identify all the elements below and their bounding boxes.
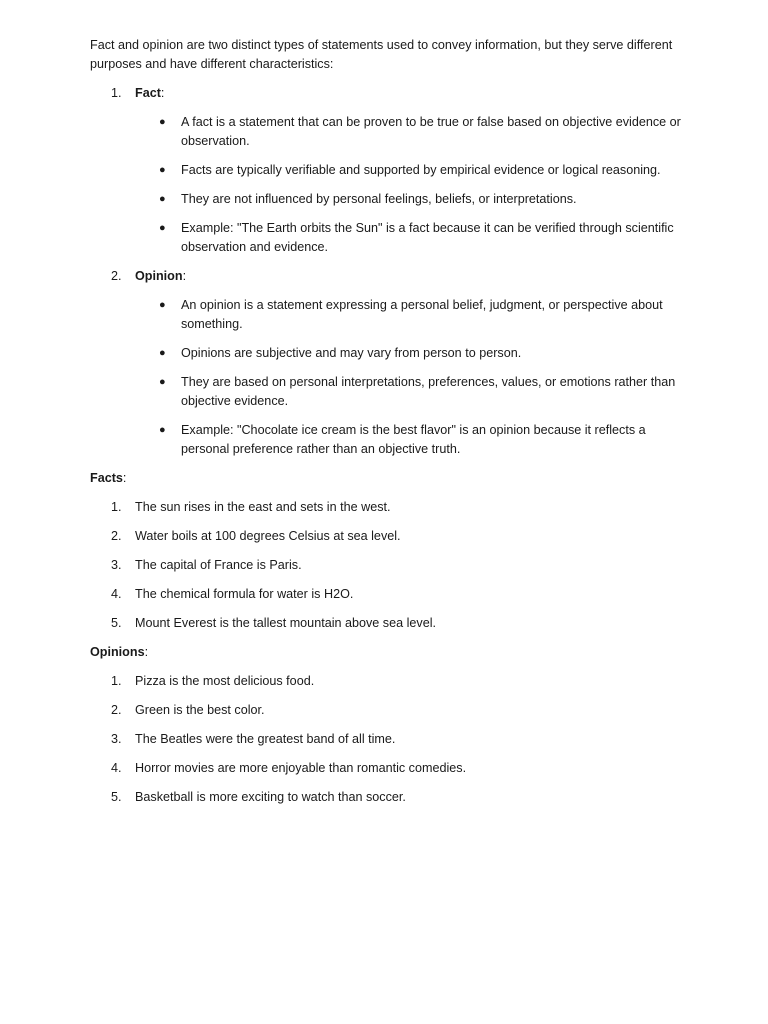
list-item <box>90 585 690 604</box>
definition-opinion <box>90 267 690 286</box>
bullet-item <box>90 113 690 151</box>
opinions-heading-label: Opinions <box>90 645 145 659</box>
bullet-text: Example: "The Earth orbits the Sun" is a fact because it can be verified through scientific observation and evidence. <box>181 221 674 254</box>
bullet-icon: ● <box>159 347 166 359</box>
bullet-icon: ● <box>159 164 166 176</box>
list-number: 1. <box>111 86 122 100</box>
opinions-heading <box>90 643 690 662</box>
document-page <box>90 36 690 817</box>
list-item <box>90 498 690 517</box>
list-number: 4. <box>111 587 122 601</box>
bullet-item <box>90 373 690 411</box>
list-item-text: Water boils at 100 degrees Celsius at sea level. <box>135 529 401 543</box>
list-item <box>90 759 690 778</box>
list-number: 1. <box>111 674 122 688</box>
definition-colon: : <box>160 86 165 100</box>
definition-term: Opinion <box>135 269 183 283</box>
bullet-item <box>90 296 690 334</box>
list-item <box>90 527 690 546</box>
bullet-icon: ● <box>159 376 166 388</box>
list-item <box>90 672 690 691</box>
bullet-item <box>90 190 690 209</box>
definition-colon: : <box>182 269 187 283</box>
definition-fact <box>90 84 690 103</box>
bullet-item <box>90 344 690 363</box>
bullet-icon: ● <box>159 116 166 128</box>
definition-term: Fact <box>135 86 161 100</box>
bullet-text: Facts are typically verifiable and supported by empirical evidence or logical reasoning. <box>181 163 661 177</box>
list-item-text: Basketball is more exciting to watch than soccer. <box>135 790 406 804</box>
list-item <box>90 788 690 807</box>
facts-heading <box>90 469 690 488</box>
bullet-icon: ● <box>159 299 166 311</box>
list-number: 3. <box>111 732 122 746</box>
list-number: 5. <box>111 790 122 804</box>
bullet-item <box>90 421 690 459</box>
list-number: 4. <box>111 761 122 775</box>
bullet-text: An opinion is a statement expressing a personal belief, judgment, or perspective about something. <box>181 298 663 331</box>
facts-list <box>90 498 690 633</box>
list-number: 1. <box>111 500 122 514</box>
bullet-icon: ● <box>159 193 166 205</box>
list-item <box>90 556 690 575</box>
list-number: 2. <box>111 269 122 283</box>
list-number: 3. <box>111 558 122 572</box>
list-item-text: The sun rises in the east and sets in the west. <box>135 500 391 514</box>
list-item-text: Horror movies are more enjoyable than romantic comedies. <box>135 761 467 775</box>
list-item-text: The chemical formula for water is H2O. <box>135 587 354 601</box>
bullet-text: They are based on personal interpretations, preferences, values, or emotions rather than objective evidence. <box>181 375 676 408</box>
bullet-text: Example: "Chocolate ice cream is the best flavor" is an opinion because it reflects a personal preference rather than an objective truth. <box>181 423 646 456</box>
list-item-text: The Beatles were the greatest band of all time. <box>135 732 396 746</box>
list-item-text: Mount Everest is the tallest mountain above sea level. <box>135 616 437 630</box>
opinions-list <box>90 672 690 807</box>
bullet-text: Opinions are subjective and may vary from person to person. <box>181 346 522 360</box>
list-number: 2. <box>111 529 122 543</box>
bullet-icon: ● <box>159 222 166 234</box>
list-item-text: The capital of France is Paris. <box>135 558 302 572</box>
fact-bullet-list <box>90 113 690 257</box>
heading-colon: : <box>122 471 127 485</box>
list-number: 5. <box>111 616 122 630</box>
list-item <box>90 730 690 749</box>
heading-colon: : <box>144 645 149 659</box>
bullet-item <box>90 219 690 257</box>
intro-paragraph: Fact and opinion are two distinct types of statements used to convey information, but they serve different purposes and have different characteristics: <box>90 38 673 71</box>
bullet-item <box>90 161 690 180</box>
bullet-text: They are not influenced by personal feelings, beliefs, or interpretations. <box>181 192 577 206</box>
list-item-text: Green is the best color. <box>135 703 265 717</box>
facts-heading-label: Facts <box>90 471 123 485</box>
list-item <box>90 614 690 633</box>
bullet-icon: ● <box>159 424 166 436</box>
list-item-text: Pizza is the most delicious food. <box>135 674 315 688</box>
list-number: 2. <box>111 703 122 717</box>
bullet-text: A fact is a statement that can be proven to be true or false based on objective evidence or observation. <box>181 115 681 148</box>
opinion-bullet-list <box>90 296 690 459</box>
list-item <box>90 701 690 720</box>
